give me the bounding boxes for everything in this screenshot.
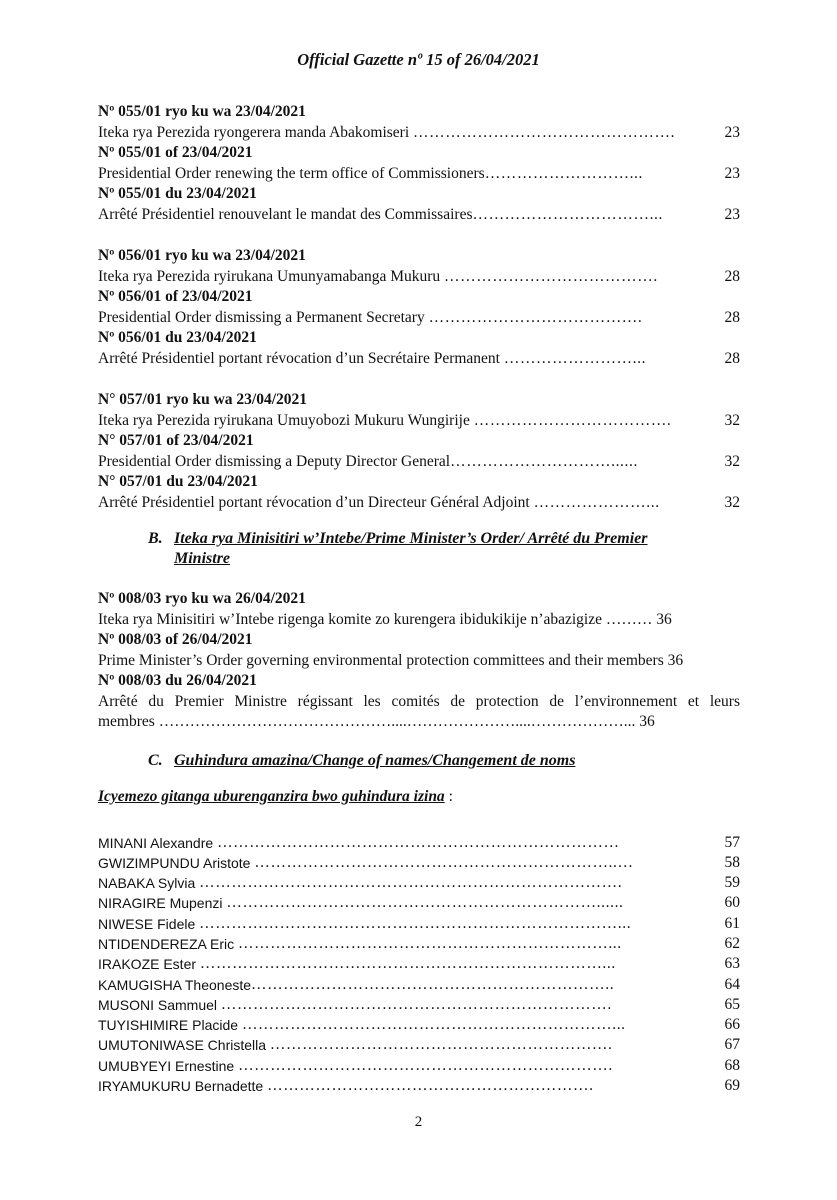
toc-page-number: 62: [724, 934, 740, 952]
person-name: GWIZIMPUNDU Aristote: [98, 854, 255, 871]
toc-page-number: 28: [724, 349, 740, 367]
toc-page-number: 69: [724, 1077, 740, 1095]
toc-entry[interactable]: [98, 123, 740, 144]
toc-leader-dots: …………………...: [533, 493, 660, 511]
toc-entry[interactable]: [98, 452, 740, 473]
list-item[interactable]: [98, 934, 740, 954]
toc-leader-dots: …………………………………………………………………...: [199, 955, 616, 973]
list-item[interactable]: [98, 853, 740, 873]
list-item[interactable]: [98, 833, 740, 853]
spacer: [98, 225, 740, 246]
order-reference: N° 057/01 du 23/04/2021: [98, 473, 258, 490]
toc-leader-dots: ……………………………………………………………...: [238, 934, 622, 952]
person-name: UMUTONIWASE Christella: [98, 1037, 270, 1054]
order-reference: N° 057/01 ryo ku wa 23/04/2021: [98, 391, 308, 408]
toc-entry[interactable]: [98, 308, 740, 329]
person-name: NIWESE Fidele: [98, 915, 200, 932]
spacer: [98, 369, 740, 390]
toc-entry[interactable]: [98, 493, 740, 514]
toc-leader-dots: …………………………………………………………..…: [254, 853, 634, 871]
list-item[interactable]: [98, 1015, 740, 1035]
toc-page-number: 67: [724, 1036, 740, 1054]
toc-page-number: 32: [724, 493, 740, 511]
toc-page-number: 68: [724, 1056, 740, 1074]
toc-leader-dots: …………………………………………………….: [267, 1077, 594, 1095]
order-reference: Nº 008/03 du 26/04/2021: [98, 672, 257, 689]
person-name: NTIDENDEREZA Eric: [98, 935, 239, 952]
toc-page-number: 65: [724, 995, 740, 1013]
subtitle-text: Icyemezo gitanga uburenganzira bwo guhindura izina: [98, 787, 445, 805]
toc-entry-title: Iteka rya Perezida ryirukana Umuyobozi Mukuru Wungirije: [98, 411, 474, 429]
person-name: IRYAMUKURU Bernadette: [98, 1078, 268, 1095]
list-item[interactable]: [98, 954, 740, 974]
toc-entry-title: Arrêté Présidentiel portant révocation d’un Directeur Général Adjoint: [98, 493, 534, 511]
toc-leader-dots: ……………………………………………………………….: [220, 995, 612, 1013]
person-name: MUSONI Sammuel: [98, 996, 221, 1013]
toc-entry[interactable]: [98, 205, 740, 226]
order-reference: N° 057/01 of 23/04/2021: [98, 432, 254, 449]
toc-page-number: 64: [724, 975, 740, 993]
toc-leader-dots: ………………………………….: [428, 308, 643, 326]
toc-entry-title: Arrêté Présidentiel renouvelant le mandat des Commissaires: [98, 205, 473, 223]
person-name: UMUBYEYI Ernestine: [98, 1057, 239, 1074]
toc-leader-dots: ………………………………….: [444, 267, 658, 285]
order-reference: Nº 055/01 du 23/04/2021: [98, 185, 257, 202]
toc-group-055: [98, 102, 740, 225]
toc-page-number: 28: [724, 308, 740, 326]
table-of-contents: [98, 102, 740, 1096]
list-item[interactable]: [98, 893, 740, 913]
toc-page-number: 23: [724, 164, 740, 182]
person-name: MINANI Alexandre: [98, 834, 218, 851]
person-name: NABAKA Sylvia: [98, 875, 200, 892]
toc-leader-dots: ……………………………...: [472, 205, 664, 223]
toc-leader-dots: ……………………………….: [473, 411, 672, 429]
list-item[interactable]: [98, 1076, 740, 1096]
toc-page-number: 23: [724, 123, 740, 141]
list-item[interactable]: [98, 914, 740, 934]
toc-entry-title: Iteka rya Perezida ryirukana Umunyamabanga Mukuru: [98, 267, 445, 285]
toc-leader-dots: …………………………………………………………………….: [199, 874, 623, 892]
toc-page-number: 28: [724, 267, 740, 285]
order-reference: Nº 056/01 ryo ku wa 23/04/2021: [98, 247, 306, 264]
section-c-heading: [148, 751, 740, 771]
section-letter: C.: [148, 751, 163, 769]
section-b-heading: [148, 529, 740, 569]
toc-entry[interactable]: [98, 411, 740, 432]
toc-page-number: 61: [724, 914, 740, 932]
toc-entry[interactable]: Arrêté du Premier Ministre régissant les comités de protection de l’environnement et leurs: [98, 692, 740, 710]
order-reference: Nº 056/01 du 23/04/2021: [98, 329, 257, 346]
toc-leader-dots: ………………………………………….: [413, 123, 676, 141]
order-reference: Nº 055/01 of 23/04/2021: [98, 144, 253, 161]
toc-entry-title: Iteka rya Perezida ryongerera manda Abakomiseri: [98, 123, 414, 141]
section-letter: B.: [148, 530, 163, 547]
toc-group-057: [98, 390, 740, 513]
person-name: NIRAGIRE Mupenzi: [98, 895, 227, 912]
toc-entry-title: Arrêté Présidentiel portant révocation d’un Secrétaire Permanent: [98, 349, 504, 367]
toc-entry[interactable]: Prime Minister’s Order governing environmental protection committees and their members 36: [98, 651, 684, 669]
section-c-subtitle: [98, 787, 740, 807]
section-title: Iteka rya Minisitiri w’Intebe/Prime Minister’s Order/ Arrêté du Premier: [174, 530, 648, 547]
toc-entry-title: Presidential Order dismissing a Deputy Director General: [98, 452, 451, 470]
toc-page-number: 57: [724, 833, 740, 851]
page-number: 2: [414, 1114, 423, 1130]
list-item[interactable]: [98, 1035, 740, 1055]
section-title: Guhindura amazina/Change of names/Changement de noms: [174, 751, 576, 769]
list-item[interactable]: [98, 995, 740, 1015]
toc-leader-dots: ……………………………………………………………………...: [199, 914, 632, 932]
order-reference: Nº 056/01 of 23/04/2021: [98, 288, 253, 305]
section-title-continued: Ministre: [174, 550, 231, 567]
list-item[interactable]: [98, 1056, 740, 1076]
toc-entry[interactable]: [98, 164, 740, 185]
order-reference: Nº 008/03 ryo ku wa 26/04/2021: [98, 590, 306, 607]
order-reference: Nº 055/01 ryo ku wa 23/04/2021: [98, 103, 306, 120]
toc-group-056: [98, 246, 740, 369]
toc-leader-dots: ……………………...: [503, 349, 647, 367]
toc-page-number: 59: [724, 874, 740, 892]
toc-leader-dots: …………………………......: [450, 452, 638, 470]
toc-leader-dots: ………………………...: [484, 164, 644, 182]
order-reference: Nº 008/03 of 26/04/2021: [98, 631, 253, 648]
list-item[interactable]: [98, 873, 740, 893]
toc-entry-title: Presidential Order dismissing a Permanent Secretary: [98, 308, 429, 326]
toc-page-number: 60: [724, 894, 740, 912]
toc-leader-dots: ……………………………………………………………...: [241, 1016, 626, 1034]
toc-page-number: 63: [724, 955, 740, 973]
toc-entry[interactable]: [98, 267, 740, 288]
toc-group-008: [98, 589, 740, 733]
toc-leader-dots: …………………………………………………………….: [238, 1056, 613, 1074]
toc-entry-title: Presidential Order renewing the term office of Commissioners: [98, 164, 485, 182]
name-change-list: [98, 833, 740, 1097]
gazette-header: Official Gazette nº 15 of 26/04/2021: [297, 50, 540, 69]
toc-page-number: 66: [724, 1016, 740, 1034]
toc-leader-dots: …………………………………………………………………: [217, 833, 620, 851]
person-name: KAMUGISHA Theoneste: [98, 976, 252, 993]
toc-page-number: 32: [724, 411, 740, 429]
toc-leader-dots: ……………………………………………………………......: [226, 894, 624, 912]
toc-entry[interactable]: Iteka rya Minisitiri w’Intebe rigenga komite zo kurengera ibidukikije n’abazigize ……… 36: [98, 610, 672, 628]
toc-page-number: 23: [724, 205, 740, 223]
toc-page-number: 32: [724, 452, 740, 470]
toc-page-number: 58: [724, 853, 740, 871]
toc-leader-dots: ……………………………………………………….: [269, 1036, 613, 1054]
person-name: TUYISHIMIRE Placide: [98, 1017, 242, 1034]
toc-leader-dots: …………………………………………………………..: [251, 975, 615, 993]
toc-entry-continued: membres ………………………………………....…………………....………………... 36: [98, 713, 655, 730]
subtitle-suffix: :: [444, 787, 453, 805]
person-name: IRAKOZE Ester: [98, 956, 200, 973]
list-item[interactable]: [98, 975, 740, 995]
toc-entry[interactable]: [98, 349, 740, 370]
